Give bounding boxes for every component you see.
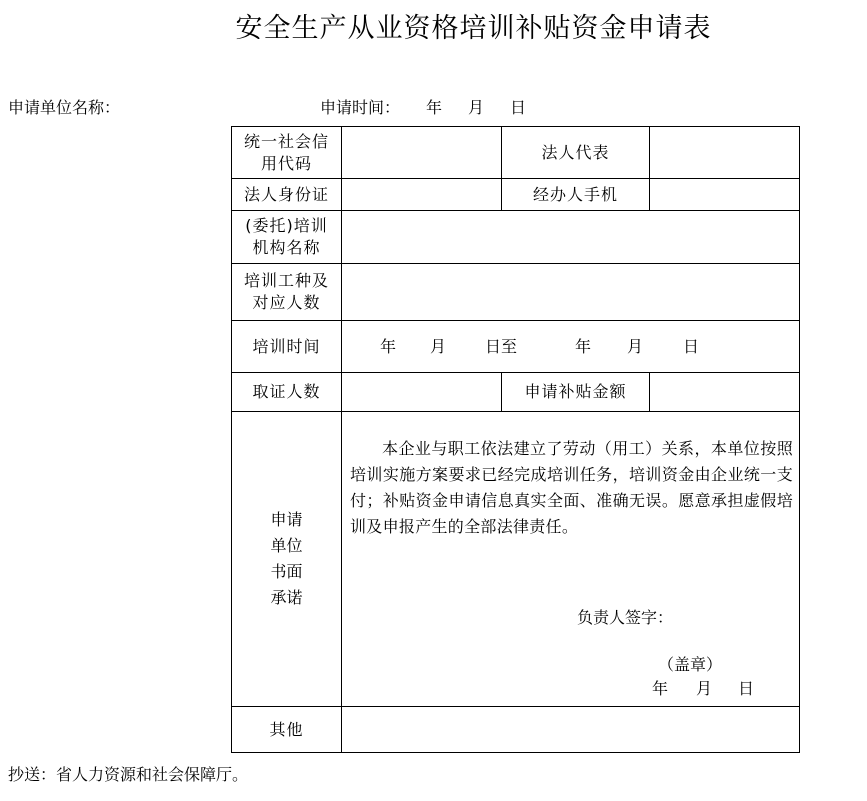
training-end-day: 日	[683, 336, 700, 356]
form-title: 安全生产从业资格培训补贴资金申请表	[235, 13, 712, 44]
cert-count-field[interactable]	[342, 373, 502, 412]
legal-rep-label: 法人代表	[502, 127, 650, 179]
handler-phone-label: 经办人手机	[502, 179, 650, 211]
seal-year: 年	[652, 679, 669, 698]
application-time	[320, 95, 526, 118]
training-end-month: 月	[627, 336, 644, 356]
training-types-field[interactable]	[342, 264, 800, 321]
training-start-day-to: 日至	[485, 336, 518, 356]
table-row	[232, 264, 800, 321]
training-org-label	[232, 211, 342, 264]
credit-code-text: 统一社会信用代码	[243, 131, 329, 173]
application-table	[231, 126, 800, 753]
signature-label: 负责人签字：	[577, 608, 674, 627]
credit-code-field[interactable]	[342, 127, 502, 179]
training-types-label	[232, 264, 342, 321]
training-start-month: 月	[430, 336, 447, 356]
time-month: 月	[468, 98, 485, 117]
training-end-year: 年	[575, 336, 592, 356]
table-row	[232, 321, 800, 373]
training-org-text: (委托)培训机构名称	[245, 216, 328, 257]
seal-date	[652, 678, 754, 700]
credit-code-label	[232, 127, 342, 179]
table-row	[232, 412, 800, 707]
pledge-text: 本企业与职工依法建立了劳动（用工）关系，本单位按照培训实施方案要求已经完成培训任务，培训资金由企业统一支付；补贴资金申请信息真实全面、准确无误。愿意承担虚假培训及申报产生的全部法律责任。	[350, 439, 794, 536]
subsidy-amount-field[interactable]	[650, 373, 800, 412]
subsidy-amount-label: 申请补贴金额	[502, 373, 650, 412]
time-year: 年	[426, 98, 443, 117]
pledge-label: 申请单位书面承诺	[270, 510, 303, 607]
pledge-cell	[342, 412, 800, 707]
seal-month: 月	[696, 679, 713, 698]
cert-count-label: 取证人数	[232, 373, 342, 412]
applicant-unit-label: 申请单位名称：	[8, 98, 121, 117]
training-org-field[interactable]	[342, 211, 800, 264]
table-row	[232, 707, 800, 753]
other-field[interactable]	[342, 707, 800, 753]
training-time-field[interactable]	[342, 321, 800, 373]
pledge-label-cell	[232, 412, 342, 707]
handler-phone-field[interactable]	[650, 179, 800, 211]
legal-id-label: 法人身份证	[232, 179, 342, 211]
table-row	[232, 373, 800, 412]
training-start-year: 年	[380, 336, 397, 356]
training-time-label: 培训时间	[232, 321, 342, 373]
legal-id-field[interactable]	[342, 179, 502, 211]
table-row	[232, 211, 800, 264]
table-row	[232, 127, 800, 179]
legal-rep-field[interactable]	[650, 127, 800, 179]
seal-label: （盖章）	[658, 655, 723, 674]
seal-day: 日	[738, 679, 755, 698]
other-label: 其他	[232, 707, 342, 753]
time-day: 日	[510, 98, 527, 117]
training-types-text: 培训工种及对应人数	[243, 271, 329, 312]
cc-footer: 抄送：省人力资源和社会保障厅。	[8, 765, 249, 784]
table-row	[232, 179, 800, 211]
application-time-label: 申请时间：	[320, 98, 401, 117]
